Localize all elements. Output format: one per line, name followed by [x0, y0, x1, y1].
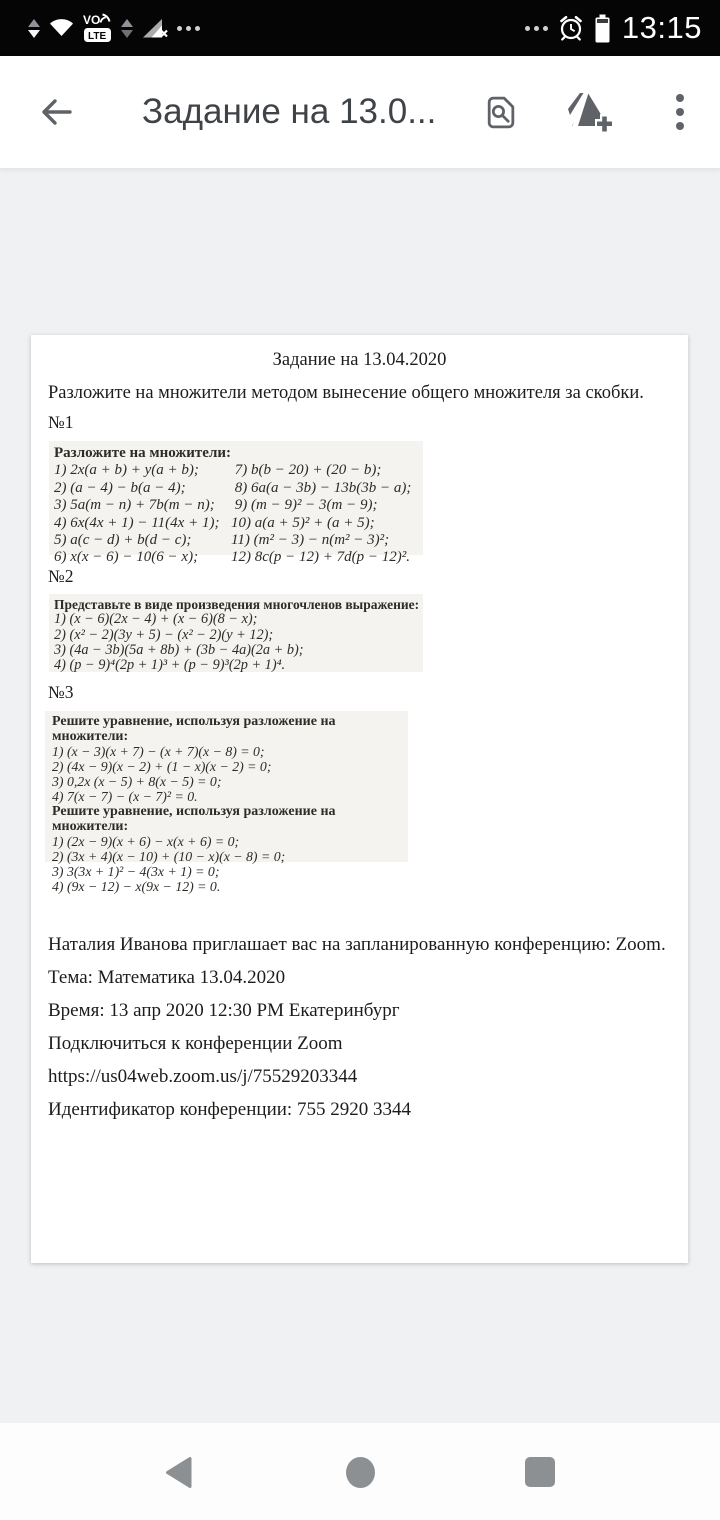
nav-home-circle-icon	[346, 1457, 375, 1488]
exercise-3-image	[45, 711, 408, 894]
app-bar	[0, 56, 720, 168]
find-in-document-icon	[482, 94, 519, 131]
alarm-icon	[557, 14, 585, 42]
doc-intro-text: Разложите на множители методом вынесение общего множителя за скобки.	[48, 383, 644, 403]
exercise-3b-header: Решите уравнение, используя разложение на множители:	[52, 804, 336, 834]
volte-icon	[83, 13, 112, 44]
exercise-1-image	[49, 441, 423, 566]
app-bar-actions	[476, 88, 720, 136]
invite-line: Наталия Иванова приглашает вас на запланированную конференцию: Zoom.	[48, 934, 666, 955]
exercise-2-image	[49, 594, 423, 672]
exercise-line: 2) (4x − 9)(x − 2) + (1 − x)(x − 2) = 0;	[52, 759, 272, 774]
overflow-menu-icon	[675, 93, 685, 131]
exercise-line: 2) (3x + 4)(x − 10) + (10 − x)(x − 8) = 0;	[52, 849, 286, 864]
find-in-document-button[interactable]	[476, 88, 524, 136]
exercise-line: 1) (2x − 9)(x + 6) − x(x + 6) = 0;	[52, 834, 240, 849]
exercise-line: 7) b(b − 20) + (20 − b);	[231, 462, 382, 479]
overflow-menu-button[interactable]	[656, 88, 704, 136]
volte-vo-label: VO	[83, 12, 101, 27]
document-page	[31, 335, 688, 1263]
document-viewer[interactable]	[0, 168, 720, 1423]
invite-link: https://us04web.zoom.us/j/75529203344	[48, 1066, 358, 1087]
status-time: 13:15	[621, 10, 702, 45]
exercise-line: 2) (x² − 2)(3y + 5) − (x² − 2)(y + 12);	[54, 626, 274, 643]
exercise-line: 10) a(a + 5)² + (a + 5);	[231, 514, 375, 531]
cellular-no-signal-icon	[142, 18, 168, 39]
exercise-1-right-column	[231, 462, 423, 566]
more-dots-icon	[177, 26, 200, 31]
page-title: Задание на 13.0...	[142, 92, 437, 131]
exercise-1-header: Разложите на множители:	[54, 445, 232, 461]
exercise-line: 6) x(x − 6) − 10(6 − x);	[54, 549, 199, 566]
exercise-line: 4) (p − 9)⁴(2p + 1)³ + (p − 9)³(2p + 1)⁴.	[54, 657, 286, 674]
invite-line: Время: 13 апр 2020 12:30 PM Екатеринбург	[48, 1000, 400, 1021]
nav-back-button[interactable]	[152, 1446, 204, 1498]
status-right-icons	[525, 10, 702, 46]
volte-lte-label: LTE	[88, 30, 107, 42]
exercise-line: 11) (m² − 3) − n(m² − 3)²;	[231, 532, 390, 549]
exercise-line: 3) 0,2x (x − 5) + 8(x − 5) = 0;	[52, 774, 222, 789]
back-arrow-icon	[36, 92, 76, 132]
exercise-line: 3) 3(3x + 1)² − 4(3x + 1) = 0;	[52, 864, 220, 879]
invite-line: Идентификатор конференции: 755 2920 3344	[48, 1099, 411, 1120]
doc-heading: Задание на 13.04.2020	[272, 350, 447, 370]
exercise-line: 1) (x − 3)(x + 7) − (x + 7)(x − 8) = 0;	[52, 744, 265, 759]
exercise-line: 3) (4a − 3b)(5a + 8b) + (3b − 4a)(2a + b);	[54, 641, 304, 658]
exercise-1-label: №1	[48, 412, 74, 432]
nav-recents-square-icon	[525, 1457, 555, 1487]
nav-recents-button[interactable]	[514, 1446, 566, 1498]
exercise-1-columns	[54, 462, 423, 566]
zoom-invite-block	[48, 935, 676, 1133]
exercise-line: 4) (9x − 12) − x(9x − 12) = 0.	[52, 879, 221, 894]
exercise-line: 2) (a − 4) − b(a − 4);	[54, 479, 186, 496]
invite-line: Тема: Математика 13.04.2020	[48, 967, 286, 988]
back-button[interactable]	[32, 88, 80, 136]
nav-back-triangle-icon	[164, 1456, 192, 1489]
add-to-drive-icon	[566, 89, 614, 135]
mobile-activity-arrows-icon	[121, 19, 133, 38]
exercise-line: 1) 2x(a + b) + y(a + b);	[54, 462, 199, 479]
exercise-line: 4) 7(x − 7) − (x − 7)² = 0.	[52, 789, 198, 804]
exercise-3a-header: Решите уравнение, используя разложение на множители:	[52, 714, 336, 744]
nav-home-button[interactable]	[334, 1446, 386, 1498]
exercise-3-label: №3	[48, 682, 74, 702]
add-to-drive-button[interactable]	[566, 88, 614, 136]
more-dots-icon	[525, 26, 548, 31]
wifi-icon	[49, 19, 74, 37]
wifi-activity-arrows-icon	[28, 19, 40, 38]
exercise-2-label: №2	[48, 566, 74, 586]
exercise-line: 1) (x − 6)(2x − 4) + (x − 6)(8 − x);	[54, 611, 258, 628]
exercise-line: 4) 6x(4x + 1) − 11(4x + 1);	[54, 514, 220, 531]
status-bar	[0, 0, 720, 56]
exercise-line: 9) (m − 9)² − 3(m − 9);	[231, 497, 378, 514]
exercise-line: 3) 5a(m − n) + 7b(m − n);	[54, 497, 215, 514]
invite-line: Подключиться к конференции Zoom	[48, 1033, 343, 1054]
exercise-line: 12) 8c(p − 12) + 7d(p − 12)².	[231, 549, 410, 566]
exercise-line: 8) 6a(a − 3b) − 13b(3b − a);	[231, 479, 412, 496]
exercise-2-header: Представьте в виде произведения многочленов выражение:	[54, 597, 420, 612]
exercise-1-left-column	[54, 462, 231, 566]
android-nav-bar	[0, 1423, 720, 1520]
exercise-line: 5) a(c − d) + b(d − c);	[54, 532, 192, 549]
battery-icon	[594, 14, 611, 43]
status-left-icons	[28, 13, 200, 44]
